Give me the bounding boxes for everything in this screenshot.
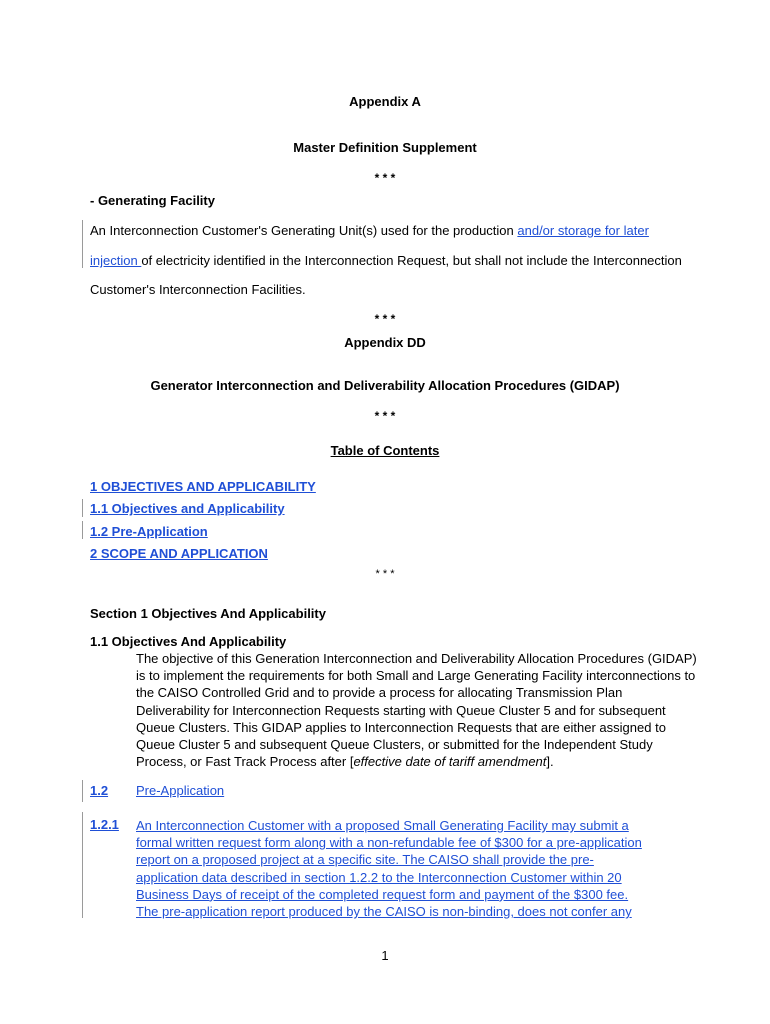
appendix-dd-title: Appendix DD bbox=[344, 335, 426, 350]
toc-link-1[interactable]: 1 OBJECTIVES AND APPLICABILITY bbox=[90, 479, 316, 494]
section-1-2-number[interactable]: 1.2 bbox=[90, 783, 109, 798]
paragraph-text: Process, or Fast Track Process after [ bbox=[136, 754, 354, 770]
separator: * * * bbox=[374, 171, 396, 185]
paragraph-line bbox=[136, 753, 696, 770]
subsection-heading: 1.1 Objectives And Applicability bbox=[90, 634, 287, 649]
paragraph-line: the CAISO Controlled Grid and to provide a process for allocating Transmission Plan bbox=[136, 685, 623, 701]
objectives-paragraph bbox=[136, 650, 696, 770]
inserted-text-line[interactable]: An Interconnection Customer with a proposed Small Generating Facility may submit a bbox=[136, 818, 629, 833]
toc-heading: Table of Contents bbox=[330, 443, 440, 458]
paragraph-line: Deliverability for Interconnection Requests starting with Queue Cluster 5 and for subsequent bbox=[136, 702, 666, 718]
section-1-2-1-number[interactable]: 1.2.1 bbox=[90, 817, 119, 832]
paragraph-line: Queue Cluster 5 and subsequent Queue Clusters, or submitted for the Independent Study bbox=[136, 737, 653, 753]
paragraph-line: The objective of this Generation Interconnection and Deliverability Allocation Procedures (GIDAP) bbox=[136, 651, 697, 666]
toc-link-2[interactable]: 2 SCOPE AND APPLICATION bbox=[90, 546, 268, 561]
inserted-text-line[interactable]: Business Days of receipt of the completed request form and payment of the $300 fee. bbox=[136, 886, 629, 902]
definition-line-3: Customer's Interconnection Facilities. bbox=[90, 282, 306, 297]
definition-text: An Interconnection Customer's Generating Unit(s) used for the production bbox=[90, 223, 518, 238]
definition-text: of electricity identified in the Interconnection Request, but shall not include the Interconnection bbox=[141, 253, 682, 268]
paragraph-text: ]. bbox=[546, 754, 554, 770]
definition-line-2 bbox=[90, 253, 682, 268]
toc-link-1-2[interactable]: 1.2 Pre-Application bbox=[90, 524, 208, 539]
inserted-text-link[interactable]: and/or storage for later bbox=[517, 223, 649, 238]
appendix-a-title: Appendix A bbox=[349, 94, 421, 109]
page-number: 1 bbox=[381, 948, 389, 963]
revision-bar bbox=[82, 521, 83, 539]
separator: * * * bbox=[374, 409, 396, 423]
term-heading: - Generating Facility bbox=[90, 193, 215, 208]
inserted-text-link[interactable]: injection bbox=[90, 253, 142, 268]
separator: * * * bbox=[374, 312, 396, 326]
pre-application-paragraph bbox=[136, 817, 696, 920]
separator: * * * bbox=[375, 568, 395, 580]
definition-line-1 bbox=[90, 223, 649, 238]
revision-bar bbox=[82, 812, 83, 918]
italic-placeholder: effective date of tariff amendment bbox=[353, 754, 547, 770]
inserted-text-line[interactable]: formal written request form along with a non-refundable fee of $300 for a pre-application bbox=[136, 835, 642, 851]
section-heading: Section 1 Objectives And Applicability bbox=[90, 606, 326, 621]
revision-bar bbox=[82, 499, 83, 517]
toc-link-1-1[interactable]: 1.1 Objectives and Applicability bbox=[90, 501, 285, 516]
inserted-text-line[interactable]: The pre-application report produced by the CAISO is non-binding, does not confer any bbox=[136, 904, 632, 920]
paragraph-line: Queue Clusters. This GIDAP applies to Interconnection Requests that are either assigned to bbox=[136, 719, 666, 735]
inserted-text-line[interactable]: report on a proposed project at a specific site. The CAISO shall provide the pre- bbox=[136, 852, 594, 868]
inserted-text-line[interactable]: application data described in section 1.2.2 to the Interconnection Customer within 20 bbox=[136, 869, 622, 885]
appendix-dd-subtitle: Generator Interconnection and Deliverability Allocation Procedures (GIDAP) bbox=[150, 378, 620, 393]
revision-bar bbox=[82, 220, 83, 268]
appendix-a-subtitle: Master Definition Supplement bbox=[293, 140, 477, 155]
revision-bar bbox=[82, 780, 83, 802]
paragraph-line: is to implement the requirements for both Small and Large Generating Facility interconnections to bbox=[136, 668, 696, 684]
section-1-2-title[interactable]: Pre-Application bbox=[136, 783, 225, 798]
